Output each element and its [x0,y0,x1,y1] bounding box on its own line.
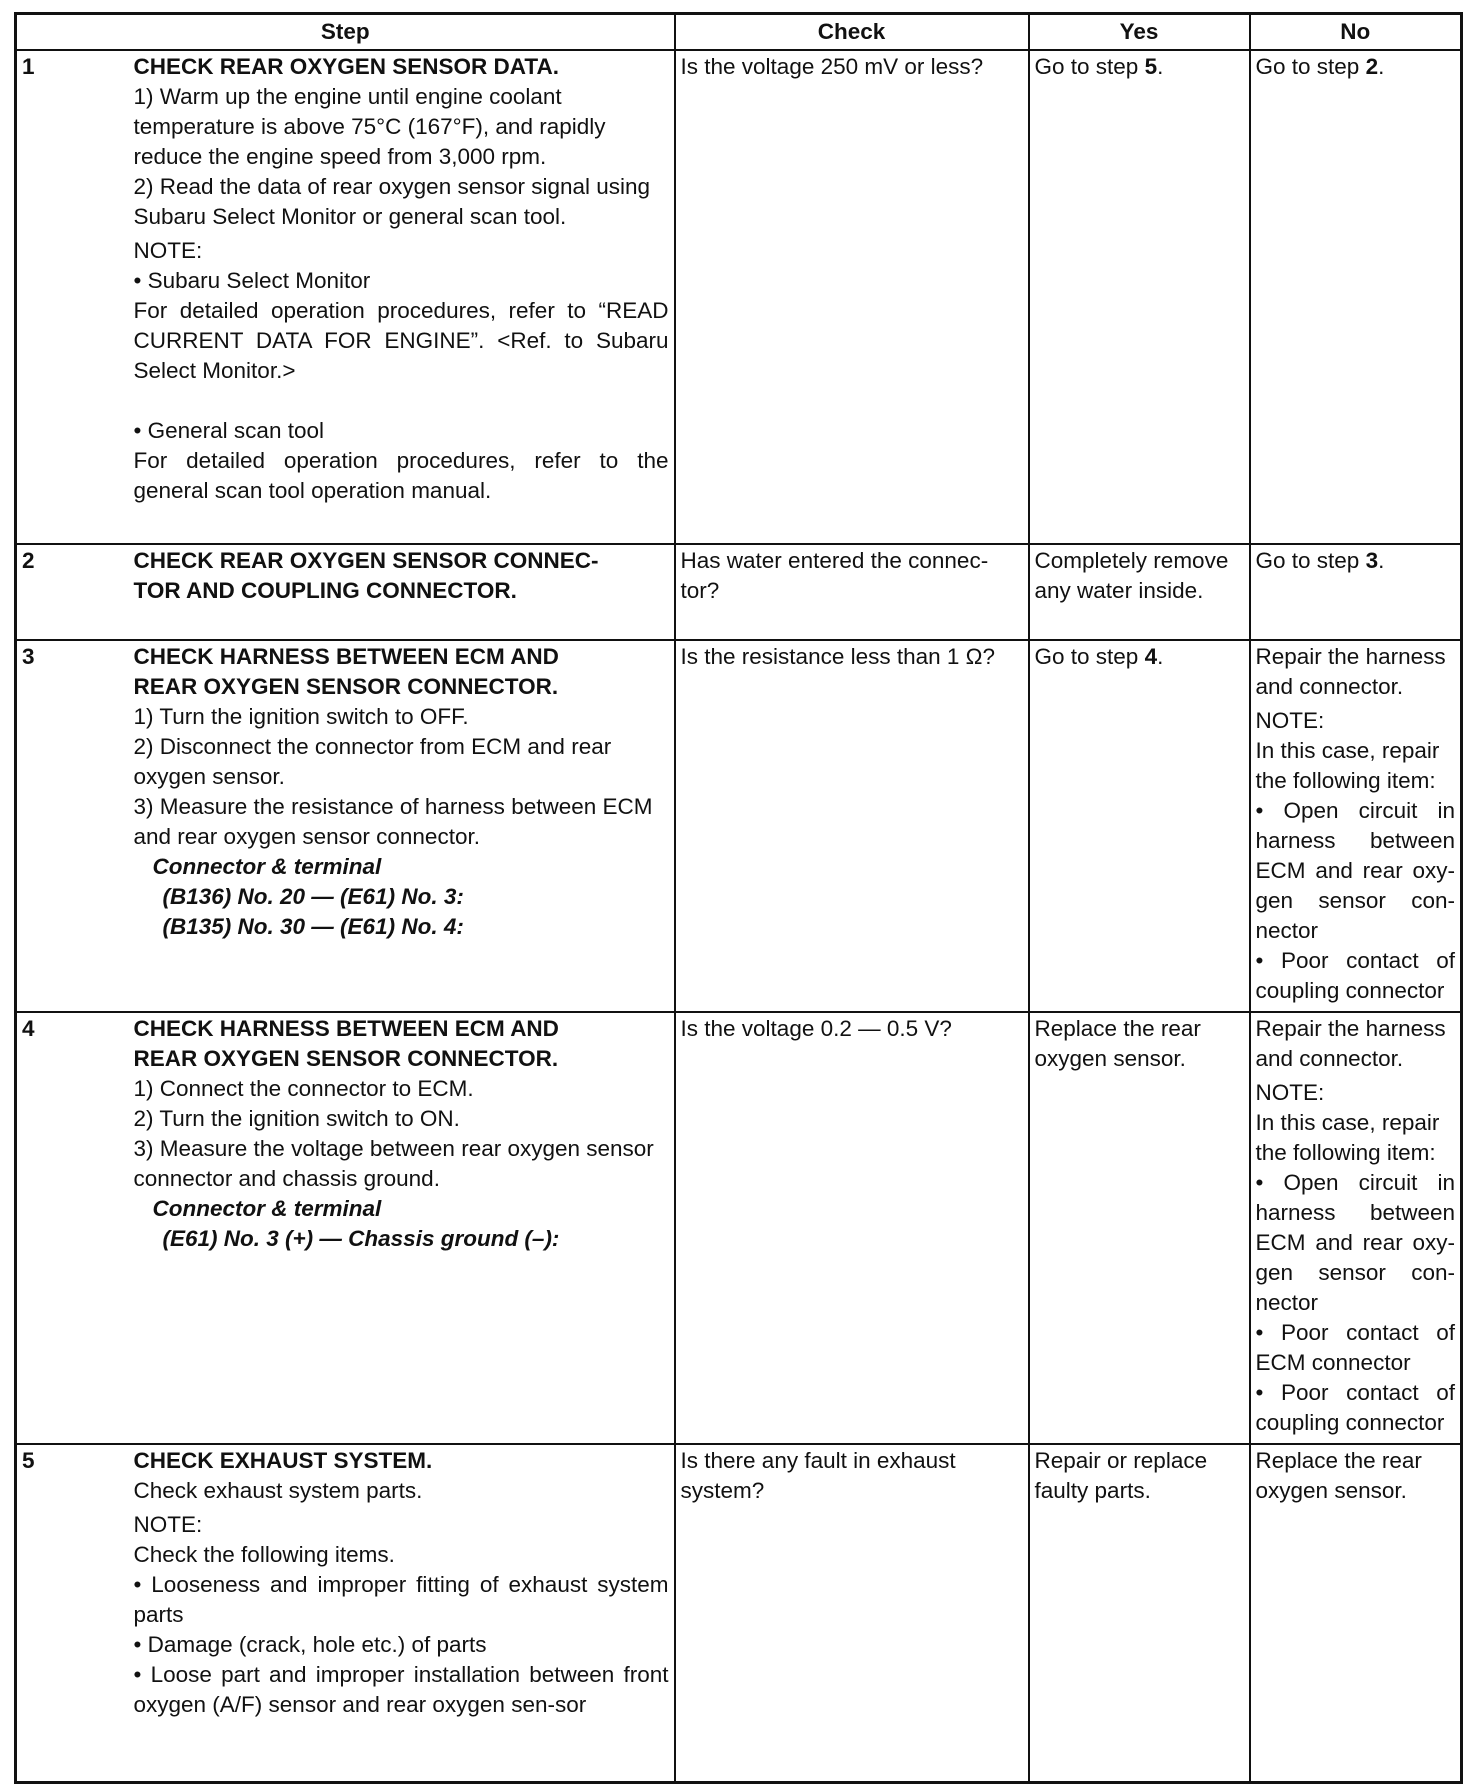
no-action: Replace the rear oxygen sensor. [1250,1444,1462,1782]
note-item: • Open circuit in harness between ECM and rear oxy-gen sensor con-nector [1255,798,1456,943]
step-instruction: 2) Disconnect the connector from ECM and rear oxygen sensor. [133,734,612,789]
table-row-step-3 [16,640,1462,1012]
step-title-line-1: CHECK HARNESS BETWEEN ECM AND [133,644,559,669]
spacer [134,386,669,416]
step-title-line-2: REAR OXYGEN SENSOR CONNECTOR. [133,674,559,699]
note-text: Check the following items. [133,1542,395,1567]
note-item: • Open circuit in harness between ECM and rear oxy-gen sensor con-nector [1255,1170,1456,1315]
terminal-label: Connector & terminal [152,1196,382,1221]
step-number: 1 [16,50,129,544]
note-label: NOTE: [133,238,203,263]
yes-action: Completely remove any water inside. [1029,544,1250,640]
step-description [129,1012,675,1444]
step-title-line-2: TOR AND COUPLING CONNECTOR. [133,578,517,603]
note-intro: In this case, repair the following item: [1255,738,1440,793]
step-description [129,1444,675,1782]
header-check: Check [675,14,1029,51]
terminal-spec: (B136) No. 20 — (E61) No. 3: [162,884,464,909]
terminal-spec: (B135) No. 30 — (E61) No. 4: [162,914,464,939]
step-instruction: 2) Turn the ignition switch to ON. [133,1106,460,1131]
note-item: • Poor contact of coupling connector [1255,948,1456,1003]
no-prefix: Go to step [1255,548,1366,573]
step-instruction: 1) Connect the connector to ECM. [133,1076,474,1101]
step-number: 5 [16,1444,129,1782]
table-row-step-4 [16,1012,1462,1444]
check-question: Is the resistance less than 1 Ω? [675,640,1029,1012]
header-no: No [1250,14,1462,51]
no-main: Repair the harness and connector. [1255,644,1446,699]
step-title-line-2: REAR OXYGEN SENSOR CONNECTOR. [133,1046,559,1071]
no-prefix: Go to step [1255,54,1366,79]
step-description [129,640,675,1012]
step-instruction: 2) Read the data of rear oxygen sensor signal using Subaru Select Monitor or general scan tool. [133,174,651,229]
note-item: • Loose part and improper installation between front oxygen (A/F) sensor and rear oxygen sen-sor [133,1662,669,1717]
header-row [16,14,1462,51]
yes-action [1029,50,1250,544]
check-question: Is the voltage 0.2 — 0.5 V? [675,1012,1029,1444]
step-instruction: 1) Warm up the engine until engine coolant temperature is above 75°C (167°F), and rapidly reduce the engine speed from 3,000 rpm. [133,84,606,169]
table-row-step-2 [16,544,1462,640]
note-item: • Looseness and improper fitting of exhaust system parts [133,1572,669,1627]
terminal-spec: (E61) No. 3 (+) — Chassis ground (–): [162,1226,560,1251]
header-step: Step [16,14,675,51]
no-suffix: . [1378,548,1385,573]
note-text: For detailed operation procedures, refer to the general scan tool operation manual. [133,448,669,503]
note-intro: In this case, repair the following item: [1255,1110,1440,1165]
note-item: • Poor contact of ECM connector [1255,1320,1456,1375]
yes-suffix: . [1157,54,1164,79]
step-description [129,50,675,544]
yes-suffix: . [1157,644,1164,669]
note-item: • Damage (crack, hole etc.) of parts [133,1632,487,1657]
no-step-ref: 2 [1365,54,1379,79]
yes-prefix: Go to step [1034,644,1145,669]
no-suffix: . [1378,54,1385,79]
no-step-ref: 3 [1365,548,1379,573]
yes-prefix: Go to step [1034,54,1145,79]
step-title: CHECK EXHAUST SYSTEM. [133,1448,433,1473]
step-title-line-1: CHECK HARNESS BETWEEN ECM AND [133,1016,559,1041]
note-item: • Subaru Select Monitor [133,268,371,293]
yes-action: Repair or replace faulty parts. [1029,1444,1250,1782]
step-instruction: Check exhaust system parts. [133,1478,423,1503]
note-text: For detailed operation procedures, refer to “READ CURRENT DATA FOR ENGINE”. <Ref. to Subaru Select Monitor.> [133,298,669,383]
step-instruction: 1) Turn the ignition switch to OFF. [133,704,469,729]
header-yes: Yes [1029,14,1250,51]
yes-action: Replace the rear oxygen sensor. [1029,1012,1250,1444]
step-number: 4 [16,1012,129,1444]
note-item: • Poor contact of coupling connector [1255,1380,1456,1435]
no-action [1250,50,1462,544]
yes-action [1029,640,1250,1012]
terminal-label: Connector & terminal [152,854,382,879]
no-main: Repair the harness and connector. [1255,1016,1446,1071]
check-question: Is the voltage 250 mV or less? [675,50,1029,544]
note-label: NOTE: [133,1512,203,1537]
step-title: CHECK REAR OXYGEN SENSOR DATA. [133,54,559,79]
step-number: 2 [16,544,129,640]
note-label: NOTE: [1255,708,1325,733]
step-title-line-1: CHECK REAR OXYGEN SENSOR CONNEC- [133,548,599,573]
no-action [1250,544,1462,640]
yes-step-ref: 4 [1144,644,1158,669]
no-action [1250,1012,1462,1444]
table-row-step-1 [16,50,1462,544]
check-question: Has water entered the connec-tor? [675,544,1029,640]
diagnostic-table [14,12,1463,1784]
step-description [129,544,675,640]
note-item: • General scan tool [133,418,324,443]
no-action [1250,640,1462,1012]
note-label: NOTE: [1255,1080,1325,1105]
yes-step-ref: 5 [1144,54,1158,79]
step-instruction: 3) Measure the voltage between rear oxygen sensor connector and chassis ground. [133,1136,654,1191]
step-instruction: 3) Measure the resistance of harness between ECM and rear oxygen sensor connector. [133,794,653,849]
step-number: 3 [16,640,129,1012]
check-question: Is there any fault in exhaust system? [675,1444,1029,1782]
table-row-step-5 [16,1444,1462,1782]
